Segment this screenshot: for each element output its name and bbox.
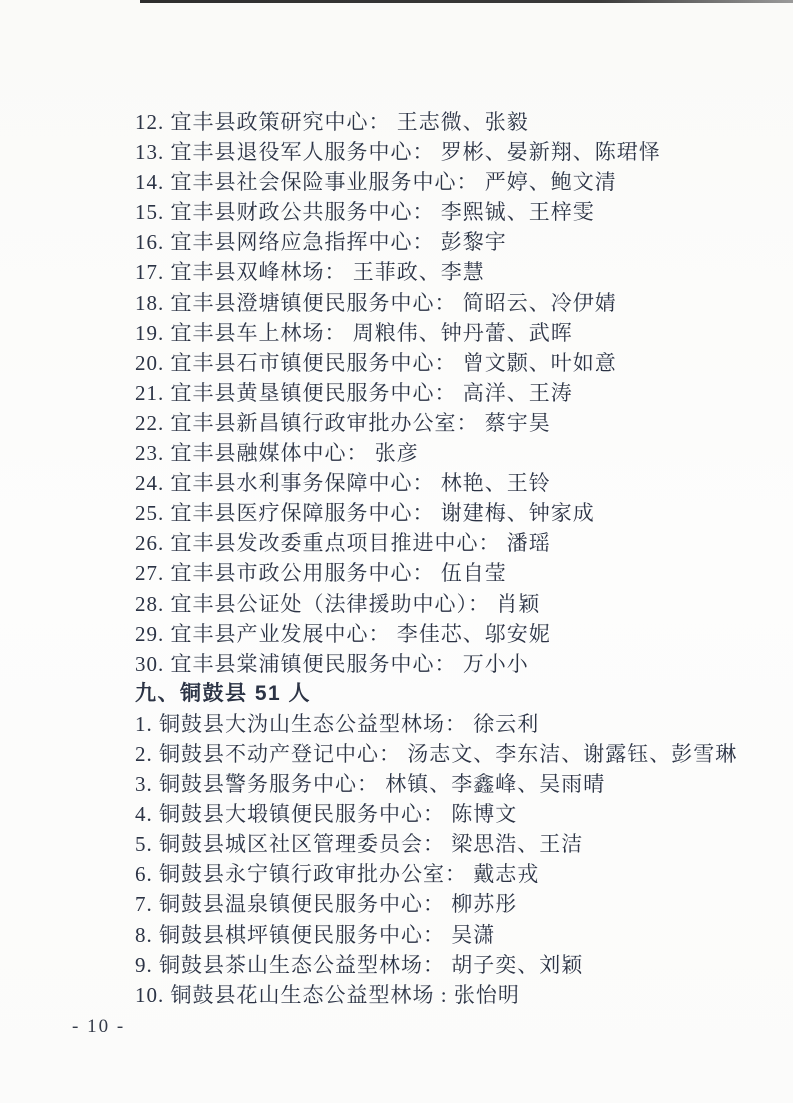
list-item: 22. 宜丰县新昌镇行政审批办公室： 蔡宇昊	[135, 410, 551, 435]
list-item: 28. 宜丰县公证处（法律援助中心）： 肖颖	[135, 591, 541, 616]
list-item: 26. 宜丰县发改委重点项目推进中心： 潘瑶	[135, 531, 551, 556]
list-item: 14. 宜丰县社会保险事业服务中心： 严婷、鲍文清	[135, 170, 617, 195]
list-item: 20. 宜丰县石市镇便民服务中心： 曾文颢、叶如意	[135, 350, 617, 375]
list-item: 12. 宜丰县政策研究中心： 王志微、张毅	[135, 110, 529, 134]
list-item: 25. 宜丰县医疗保障服务中心： 谢建梅、钟家成	[135, 501, 595, 526]
list-item: 29. 宜丰县产业发展中心： 李佳芯、邬安妮	[135, 621, 551, 646]
list-item: 21. 宜丰县黄垦镇便民服务中心： 高洋、王涛	[135, 380, 573, 405]
section-heading: 九、铜鼓县 51 人	[135, 681, 312, 705]
list-item: 2. 铜鼓县不动产登记中心： 汤志文、李东洁、谢露钰、彭雪琳	[135, 741, 738, 766]
list-item: 27. 宜丰县市政公用服务中心： 伍自莹	[135, 561, 507, 586]
list-item: 30. 宜丰县棠浦镇便民服务中心： 万小小	[135, 651, 529, 676]
scan-edge-artifact	[140, 0, 793, 3]
list-item: 7. 铜鼓县温泉镇便民服务中心： 柳苏彤	[135, 892, 518, 917]
list-item: 6. 铜鼓县永宁镇行政审批办公室： 戴志戎	[135, 862, 540, 887]
list-item: 4. 铜鼓县大塅镇便民服务中心： 陈博文	[135, 802, 518, 827]
list-item: 5. 铜鼓县城区社区管理委员会： 梁思浩、王洁	[135, 832, 584, 857]
list-item: 9. 铜鼓县茶山生态公益型林场： 胡子奕、刘颖	[135, 952, 584, 977]
list-item: 23. 宜丰县融媒体中心： 张彦	[135, 441, 419, 466]
list-item: 18. 宜丰县澄塘镇便民服务中心： 简昭云、冷伊婧	[135, 290, 617, 315]
page-number: - 10 -	[72, 1016, 126, 1037]
list-item: 10. 铜鼓县花山生态公益型林场 : 张怡明	[135, 982, 520, 1007]
list-item: 16. 宜丰县网络应急指挥中心： 彭黎宇	[135, 230, 507, 255]
list-item: 15. 宜丰县财政公共服务中心： 李熙铖、王梓雯	[135, 200, 595, 225]
list-item: 1. 铜鼓县大沩山生态公益型林场： 徐云利	[135, 711, 540, 736]
document-lines	[135, 107, 763, 1010]
list-item: 8. 铜鼓县棋坪镇便民服务中心： 吴潇	[135, 922, 496, 947]
list-item: 13. 宜丰县退役军人服务中心： 罗彬、晏新翔、陈珺怿	[135, 140, 661, 165]
list-item: 3. 铜鼓县警务服务中心： 林镇、李鑫峰、吴雨晴	[135, 772, 606, 797]
list-item: 24. 宜丰县水利事务保障中心： 林艳、王铃	[135, 471, 551, 496]
list-item: 17. 宜丰县双峰林场： 王菲政、李慧	[135, 260, 485, 285]
list-item: 19. 宜丰县车上林场： 周粮伟、钟丹蕾、武晖	[135, 320, 573, 345]
